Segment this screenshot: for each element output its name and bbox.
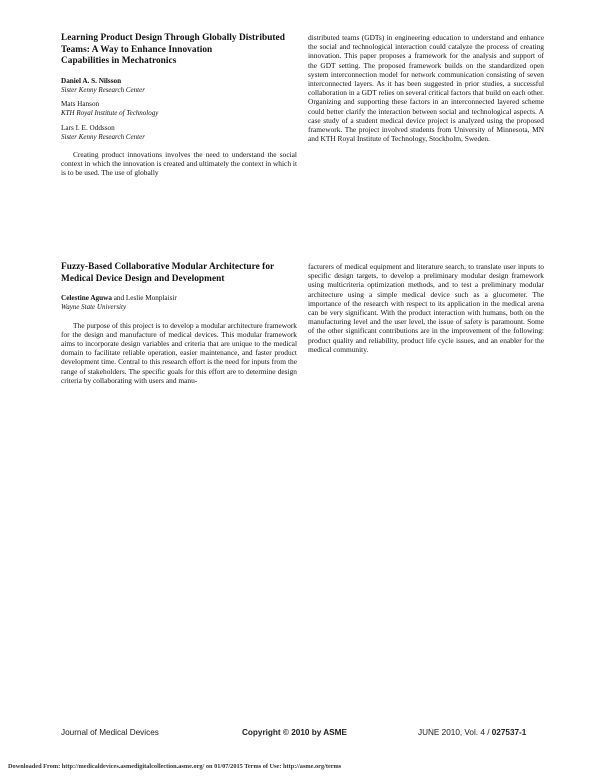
article2-right-column bbox=[308, 262, 544, 354]
article2-abstract-right: facturers of medical equipment and literature search, to translate user inputs to specific design targets, to develop a preliminary modular design framework using multicriteria optimization methods, and to test a preliminary modular architecture using a simple medical device such as a glucometer. The importance of the research with respect to its application in the medical arena can be very significant. With the product interaction with humans, both on the manufacturing level and the user level, the issue of safety is paramount. Some of the other significant contributions are in the improvement of the following: product quality and reliability, product life cycle issues, and an enabler for the medical community. bbox=[308, 262, 544, 354]
article1-author-affiliation: KTH Royal Institute of Technology bbox=[61, 109, 159, 117]
article2-title-line: Fuzzy-Based Collaborative Modular Architecture for bbox=[61, 262, 275, 272]
article1-author-affiliation: Sister Kenny Research Center bbox=[61, 85, 145, 94]
article1-abstract-left: Creating product innovations involves the need to understand the social context in which the innovation is created and ultimately the context in which it is to be used. The use of globally bbox=[61, 150, 297, 178]
article1-left-column bbox=[61, 33, 297, 178]
article1-title bbox=[61, 33, 297, 68]
article2-author-connector: and bbox=[113, 294, 125, 302]
article2-abstract-left: The purpose of this project is to develop a modular architecture framework for the design and manufacture of medical devices. This modular framework aims to incorporate design variables and criteria that are unique to the medical domain to facilitate reliable operation, easier maintenance, and faster product development time. Central to this research effort is the need for inputs from the range of stakeholders. The specific goals for this effort are to determine design criteria by collaborating with users and manu- bbox=[61, 320, 297, 385]
footer-separator: / bbox=[487, 728, 490, 737]
footer-journal-name: Journal of Medical Devices bbox=[61, 728, 159, 737]
article1-author-name: Mats Hanson bbox=[61, 100, 100, 108]
footer-issue-info bbox=[418, 728, 526, 737]
article2-authors bbox=[61, 294, 297, 303]
article2-title bbox=[61, 262, 297, 285]
article1-author-affiliation: Sister Kenny Research Center bbox=[61, 132, 145, 141]
article1-title-line: Capabilities in Mechatronics bbox=[61, 56, 177, 66]
article1-title-line: Learning Product Design Through Globally Distributed bbox=[61, 33, 285, 43]
article1-author-name: Daniel A. S. Nilsson bbox=[61, 76, 122, 85]
footer-issue: JUNE 2010, Vol. 4 bbox=[418, 728, 485, 737]
article1-title-line: Teams: A Way to Enhance Innovation bbox=[61, 44, 213, 55]
footer-copyright bbox=[242, 728, 347, 737]
article1-right-column bbox=[308, 33, 544, 143]
article2-author-primary: Celestine Aguwa bbox=[61, 294, 112, 302]
article1-abstract-right: distributed teams (GDTs) in engineering education to understand and enhance the social and technological interaction could catalyze the process of creating innovation. This paper proposes a framework for the analysis and support of the GDT setting. The proposed framework builds on the standardized open system interconnection model for network communication consisting of seven interconnected layers. As it has been suggested in prior studies, a successful collaboration in a GDT relies on several critical factors that build on each other. Organizing and supporting these factors in an interconnected layered scheme could better clarify the interaction between social and technological aspects. A case study of a student medical device project is analyzed using the proposed framework. The project involved students from University of Minnesota, MN and KTH Royal Institute of Technology, Stockholm, Sweden. bbox=[308, 33, 544, 144]
article2-left-column bbox=[61, 262, 297, 385]
article1-author-name: Lars I. E. Oddsson bbox=[61, 123, 115, 132]
article2-author-secondary: Leslie Monplaisir bbox=[125, 294, 177, 302]
download-notice: Downloaded From: http://medicaldevices.asmedigitalcollection.asme.org/ on 01/07/2015 Terms of Use: http://asme.org/terms bbox=[8, 763, 342, 770]
article2-title-line: Medical Device Design and Development bbox=[61, 273, 225, 284]
footer-copyright-text: Copyright © 2010 by ASME bbox=[242, 728, 347, 737]
footer-article-number: 027537-1 bbox=[491, 728, 527, 737]
article2-affiliation: Wayne State University bbox=[61, 303, 127, 311]
